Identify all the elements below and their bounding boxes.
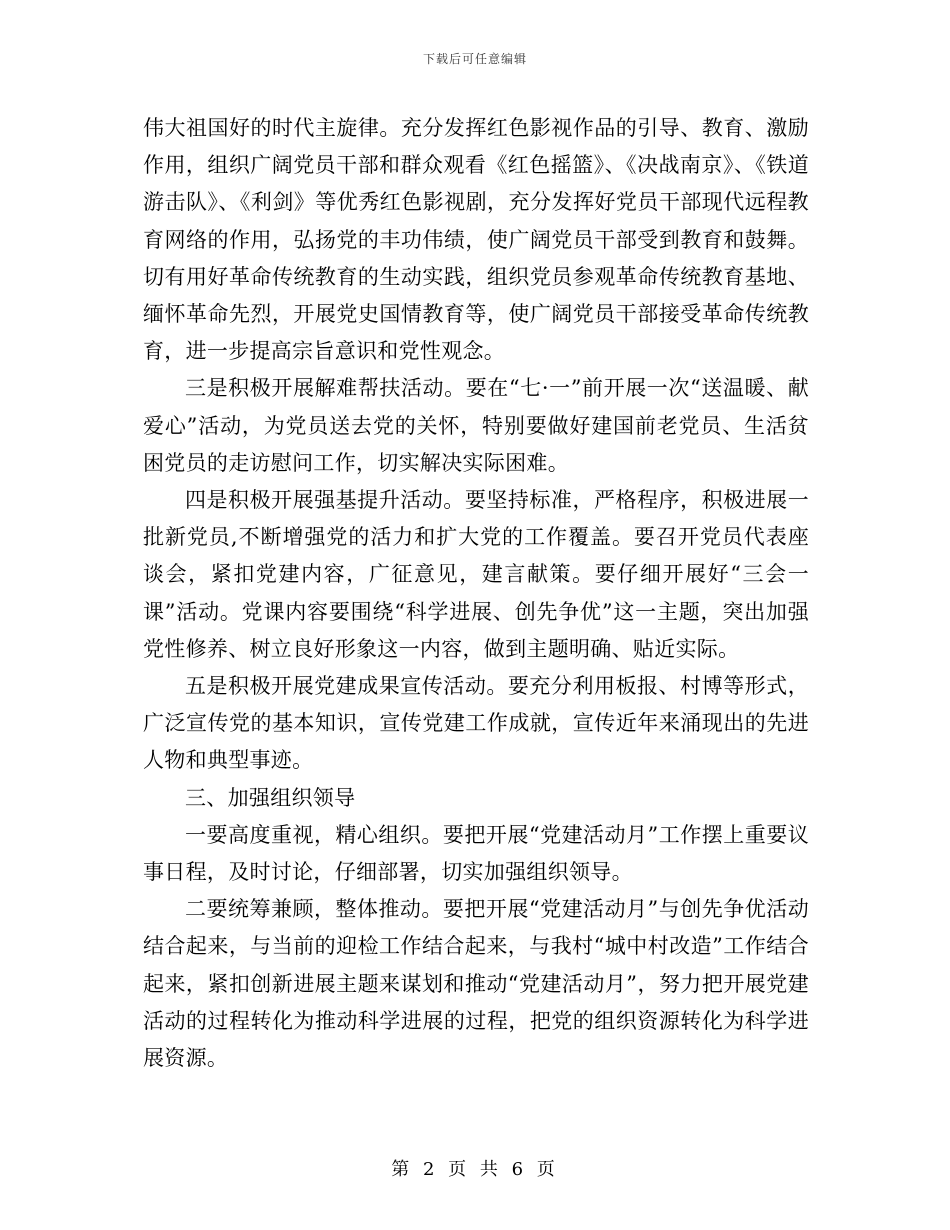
paragraph-requirement-one: 一要高度重视，精心组织。要把开展“党建活动月”工作摆上重要议事日程，及时讨论，仔细部署，切实加强组织领导。 xyxy=(143,822,809,885)
paragraph-item-five: 五是积极开展党建成果宣传活动。要充分利用板报、村博等形式，广泛宣传党的基本知识，宣传党建工作成就，宣传近年来涌现出的先进人物和典型事迹。 xyxy=(143,674,809,773)
paragraph-item-three: 三是积极开展解难帮扶活动。要在“七·一”前开展一次“送温暖、献爱心”活动，为党员送去党的关怀，特别要做好建国前老党员、生活贫困党员的走访慰问工作，切实解决实际困难。 xyxy=(143,376,809,475)
page-number: 第 2 页 共 6 页 xyxy=(391,1159,559,1180)
paragraph-continuation: 伟大祖国好的时代主旋律。充分发挥红色影视作品的引导、教育、激励作用，组织广阔党员干部和群众观看《红色摇篮》、《决战南京》、《铁道游击队》、《利剑》等优秀红色影视剧，充分发挥好党员干部现代远程教育网络的作用，弘扬党的丰功伟绩，使广阔党员干部受到教育和鼓舞。切有用好革命传统教育的生动实践，组织党员参观革命传统教育基地、缅怀革命先烈，开展党史国情教育等，使广阔党员干部接受革命传统教育，进一步提高宗旨意识和党性观念。 xyxy=(143,116,809,364)
paragraph-item-four: 四是积极开展强基提升活动。要坚持标准，严格程序，积极进展一批新党员,不断增强党的活力和扩大党的工作覆盖。要召开党员代表座谈会，紧扣党建内容，广征意见，建言献策。要仔细开展好“三会一课”活动。党课内容要围绕“科学进展、创先争优”这一主题，突出加强党性修养、树立良好形象这一内容，做到主题明确、贴近实际。 xyxy=(143,488,809,661)
document-body xyxy=(143,110,809,1077)
page-header: 下载后可任意编辑 xyxy=(422,52,527,66)
section-heading: 三、加强组织领导 xyxy=(185,785,356,810)
paragraph-requirement-two: 二要统筹兼顾，整体推动。要把开展“党建活动月”与创先争优活动结合起来，与当前的迎检工作结合起来，与我村“城中村改造”工作结合起来，紧扣创新进展主题来谋划和推动“党建活动月”，努力把开展党建活动的过程转化为推动科学进展的过程，把党的组织资源转化为科学进展资源。 xyxy=(143,897,809,1071)
